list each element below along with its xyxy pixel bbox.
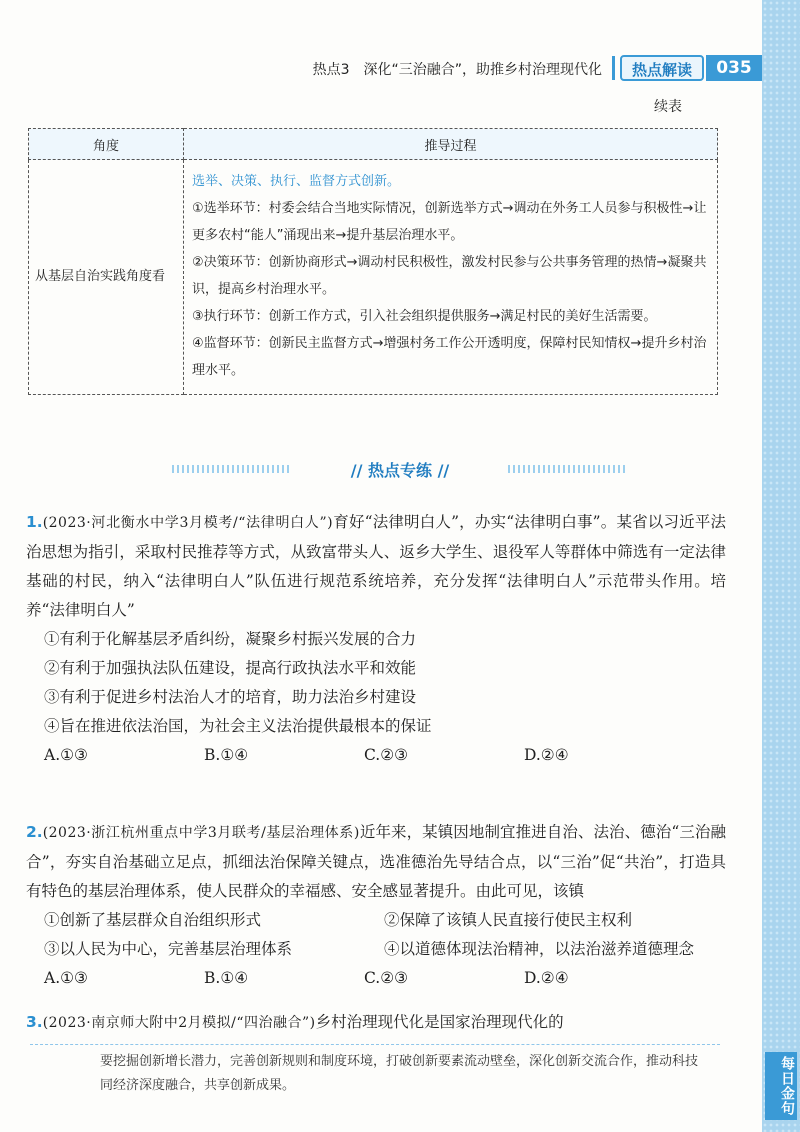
option-item: ④旨在推进依法治国，为社会主义法治提供最根本的保证: [44, 717, 432, 735]
section-title-text: 热点专练: [367, 461, 432, 480]
question-text: 近年来，某镇因地制宜推进自治、法治、德治“三治融合”，夯实自治基础立足点，抓细法治保障关键点，选准德治先导结合点，以“三治”促“共治”，打造具有特色的基层治理体系，使人民群众的幸福感、安全感显著提升。由此可见，该镇: [26, 823, 726, 900]
option-item: ②有利于加强执法队伍建设，提高行政执法水平和效能: [44, 659, 417, 677]
footer-divider: [30, 1044, 720, 1045]
process-line: ①选举环节：村委会结合当地实际情况，创新选举方式→调动在外务工人员参与积极性→让更多农村“能人”涌现出来→提升基层治理水平。: [192, 201, 707, 243]
process-cell: [184, 160, 718, 395]
choice-a: A.①③: [44, 969, 88, 987]
question-text: 乡村治理现代化是国家治理现代化的: [315, 1013, 564, 1031]
question-number: 3.: [26, 1013, 43, 1031]
option-item: ①有利于化解基层矛盾纠纷，凝聚乡村振兴发展的合力: [44, 630, 417, 648]
page-number: 035: [706, 55, 762, 81]
choice-d: D.②④: [524, 969, 569, 987]
option-row: [26, 935, 726, 964]
slash-icon: //: [350, 461, 363, 480]
question-stem: [26, 818, 726, 906]
col-angle-header: 角度: [29, 129, 184, 160]
continued-label: 续表: [654, 99, 682, 115]
question-text: 育好“法律明白人”，办实“法律明白事”。某省以习近平法治思想为指引，采取村民推荐等方式，从致富带头人、返乡大学生、退役军人等群体中筛选有一定法律基础的村民，纳入“法律明白人”队伍进行规范系统培养，充分发挥“法律明白人”示范带头作用。培养“法律明白人”: [26, 513, 726, 619]
page-header: [0, 52, 762, 86]
process-line: ④监督环节：创新民主监督方式→增强村务工作公开透明度，保障村民知情权→提升乡村治理水平。: [192, 336, 707, 378]
option-item: ①创新了基层群众自治组织形式: [44, 911, 262, 929]
section-title: [300, 458, 500, 481]
option-row: [26, 906, 726, 935]
section-deco-right: [508, 465, 628, 473]
question-source: (2023·南京师大附中2月模拟/“四治融合”): [42, 1015, 316, 1031]
angle-cell: 从基层自治实践角度看: [29, 160, 184, 395]
page-edge-strip: [762, 0, 800, 1132]
option-item: ③有利于促进乡村法治人才的培育，助力法治乡村建设: [44, 688, 417, 706]
header-title: 热点3 深化“三治融合”，助推乡村治理现代化: [312, 62, 602, 78]
answer-choices: [26, 964, 726, 993]
option-item: ②保障了该镇人民直接行使民主权利: [384, 911, 633, 929]
header-tab: 热点解读: [620, 55, 704, 81]
process-summary: 选举、决策、执行、监督方式创新。: [192, 174, 401, 189]
option-item: ④以道德体现法治精神，以法治滋养道德理念: [384, 940, 695, 958]
header-divider: [612, 56, 615, 80]
table-header-row: [29, 129, 718, 160]
choice-c: C.②③: [364, 969, 409, 987]
question-stem: [26, 508, 726, 625]
section-deco-left: [172, 465, 292, 473]
col-process-header: 推导过程: [184, 129, 718, 160]
answer-choices: [26, 741, 726, 770]
table-row: [29, 160, 718, 395]
option-item: ③以人民为中心，完善基层治理体系: [44, 940, 293, 958]
process-line: ③执行环节：创新工作方式，引入社会组织提供服务→满足村民的美好生活需要。: [192, 309, 657, 324]
choice-d: D.②④: [524, 746, 569, 764]
question-source: (2023·浙江杭州重点中学3月联考/基层治理体系): [42, 825, 360, 841]
question-source: (2023·河北衡水中学3月模考/“法律明白人”): [42, 515, 334, 531]
slash-icon: //: [437, 461, 450, 480]
question-number: 2.: [26, 823, 43, 841]
choice-b: B.①④: [204, 746, 249, 764]
choice-b: B.①④: [204, 969, 249, 987]
question-number: 1.: [26, 513, 43, 531]
process-line: ②决策环节：创新协商形式→调动村民积极性，激发村民参与公共事务管理的热情→凝聚共识，提高乡村治理水平。: [192, 255, 707, 297]
derivation-table: [28, 128, 718, 395]
question-2: [26, 818, 726, 993]
strip-badge: 每日金句: [765, 1052, 797, 1120]
choice-a: A.①③: [44, 746, 88, 764]
question-1: [26, 508, 726, 770]
question-3: [26, 1008, 726, 1038]
choice-c: C.②③: [364, 746, 409, 764]
footer-quote: 要挖掘创新增长潜力，完善创新规则和制度环境，打破创新要素流动壁垒，深化创新交流合作，推动科技同经济深度融合，共享创新成果。: [100, 1054, 699, 1093]
